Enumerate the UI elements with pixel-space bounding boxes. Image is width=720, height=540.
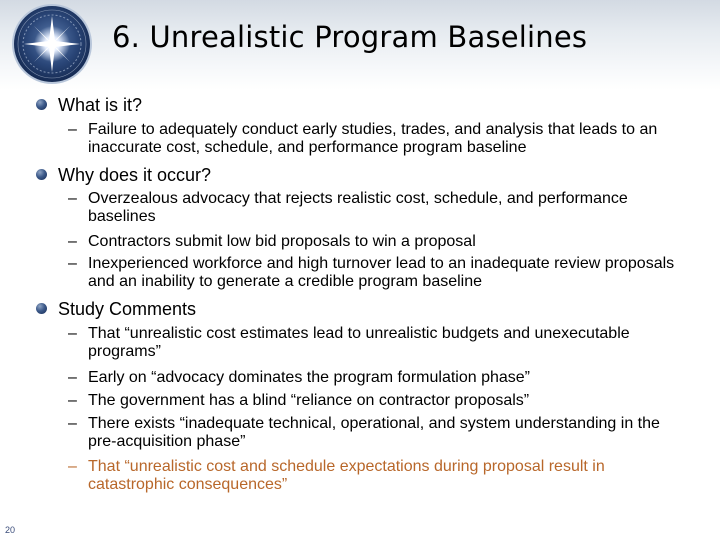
sub-bullet	[68, 369, 688, 387]
dash-icon: –	[68, 255, 77, 272]
sub-bullet	[68, 255, 688, 291]
page-number: 20	[5, 525, 16, 535]
sub-bullet-text: There exists “inadequate technical, operational, and system understanding in the pre-acquisition phase”	[88, 415, 660, 450]
sub-bullet	[68, 415, 688, 451]
dash-icon: –	[68, 369, 77, 386]
sub-bullet	[68, 233, 688, 251]
bullet-what-is-it	[36, 95, 142, 116]
sub-bullet-text: That “unrealistic cost and schedule expectations during proposal result in catastrophic consequences”	[88, 458, 605, 493]
bullet-dot-icon	[36, 99, 47, 110]
organization-seal-logo	[6, 2, 98, 88]
sub-bullet-text: Overzealous advocacy that rejects realistic cost, schedule, and performance baselines	[88, 190, 628, 225]
bullet-study-comments	[36, 299, 196, 320]
sub-bullet	[68, 190, 688, 226]
sub-bullet	[68, 121, 688, 157]
sub-bullet-text: Contractors submit low bid proposals to win a proposal	[88, 233, 476, 250]
dash-icon: –	[68, 392, 77, 409]
sub-bullet	[68, 392, 688, 410]
bullet-dot-icon	[36, 303, 47, 314]
bullet-dot-icon	[36, 169, 47, 180]
bullet-heading: Why does it occur?	[58, 165, 212, 185]
dash-icon: –	[68, 233, 77, 250]
sub-bullet-text: The government has a blind “reliance on contractor proposals”	[88, 392, 530, 409]
dash-icon: –	[68, 190, 77, 207]
bullet-heading: Study Comments	[58, 299, 197, 319]
sub-bullet-text: Early on “advocacy dominates the program formulation phase”	[88, 369, 530, 386]
sub-bullet-text: That “unrealistic cost estimates lead to unrealistic budgets and unexecutable programs”	[88, 325, 630, 360]
dash-icon: –	[68, 325, 77, 342]
bullet-why-does-it-occur	[36, 165, 211, 186]
sub-bullet-highlighted	[68, 458, 688, 494]
slide-title: 6. Unrealistic Program Baselines	[112, 20, 588, 54]
dash-icon: –	[68, 415, 77, 432]
sub-bullet-text: Inexperienced workforce and high turnover lead to an inadequate review proposals and an inability to generate a credible program baseline	[88, 255, 675, 290]
dash-icon: –	[68, 121, 77, 138]
sub-bullet-text: Failure to adequately conduct early studies, trades, and analysis that leads to an inaccurate cost, schedule, and performance program baseline	[88, 121, 658, 156]
sub-bullet	[68, 325, 688, 361]
dash-icon: –	[68, 458, 77, 475]
bullet-heading: What is it?	[58, 95, 143, 115]
